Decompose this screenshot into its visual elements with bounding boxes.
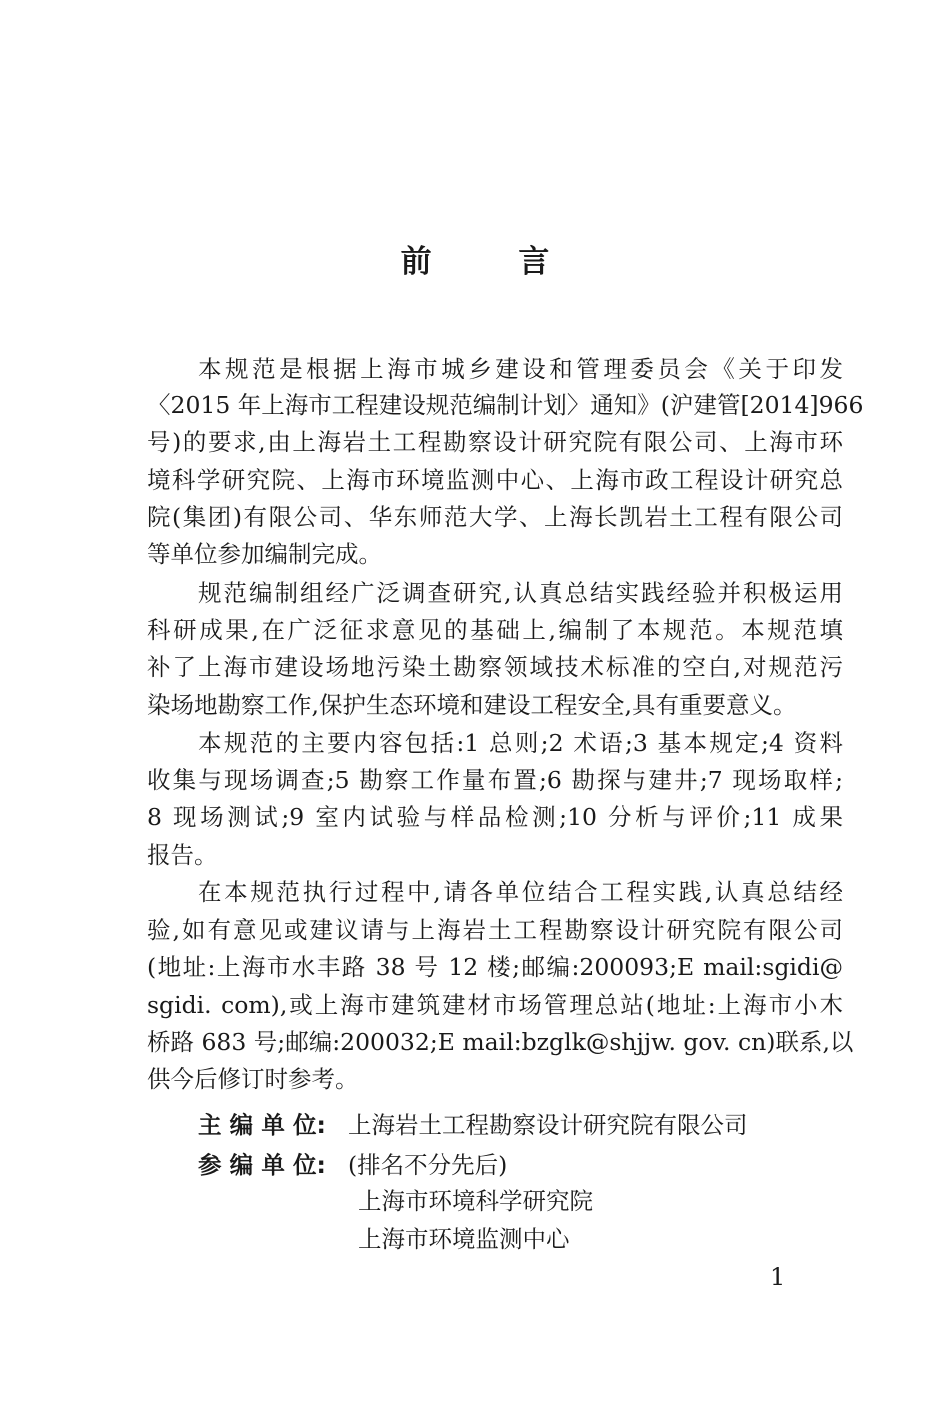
paragraph-4-line-5: 桥路 683 号;邮编:200032;E mail:bzglk@shjjw. gov. cn)联系,以 — [147, 1028, 854, 1056]
paragraph-2-line-3: 补了上海市建设场地污染土勘察领域技术标准的空白,对规范污 — [147, 653, 843, 681]
editor-unit-label: 主 编 单 位: — [198, 1111, 326, 1139]
paragraph-4-line-3: (地址:上海市水丰路 38 号 12 楼;邮编:200093;E mail:sgidi@ — [147, 953, 843, 981]
paragraph-4-line-2: 验,如有意见或建议请与上海岩土工程勘察设计研究院有限公司 — [147, 916, 843, 944]
page-title: 前 言 — [400, 244, 588, 280]
participant-unit: 上海市环境科学研究院 — [358, 1187, 593, 1215]
editor-unit-value: 上海岩土工程勘察设计研究院有限公司 — [348, 1111, 748, 1139]
page-number: 1 — [770, 1263, 786, 1291]
paragraph-1-line-1: 本规范是根据上海市城乡建设和管理委员会《关于印发 — [198, 355, 843, 383]
paragraph-1-line-6: 等单位参加编制完成。 — [147, 540, 382, 568]
paragraph-1-line-2: 〈2015 年上海市工程建设规范编制计划〉通知》(沪建管[2014]966 — [147, 391, 864, 419]
paragraph-2-line-1: 规范编制组经广泛调查研究,认真总结实践经验并积极运用 — [198, 579, 843, 607]
paragraph-4-line-1: 在本规范执行过程中,请各单位结合工程实践,认真总结经 — [198, 878, 843, 906]
paragraph-4-line-6: 供今后修订时参考。 — [147, 1065, 359, 1093]
paragraph-3-line-1: 本规范的主要内容包括:1 总则;2 术语;3 基本规定;4 资料 — [198, 729, 843, 757]
participant-unit: 上海市环境监测中心 — [358, 1225, 570, 1253]
paragraph-4-line-4: sgidi. com),或上海市建筑建材市场管理总站(地址:上海市小木 — [147, 991, 843, 1019]
participant-units-row — [198, 1147, 507, 1183]
paragraph-1-line-4: 境科学研究院、上海市环境监测中心、上海市政工程设计研究总 — [147, 466, 843, 494]
paragraph-3-line-3: 8 现场测试;9 室内试验与样品检测;10 分析与评价;11 成果 — [147, 803, 843, 831]
paragraph-3-line-4: 报告。 — [147, 841, 218, 869]
participant-units-label: 参 编 单 位: — [198, 1151, 326, 1179]
participant-units-note: (排名不分先后) — [348, 1151, 508, 1179]
paragraph-1-line-3: 号)的要求,由上海岩土工程勘察设计研究院有限公司、上海市环 — [147, 428, 843, 456]
paragraph-1-line-5: 院(集团)有限公司、华东师范大学、上海长凯岩土工程有限公司 — [147, 503, 843, 531]
paragraph-2-line-4: 染场地勘察工作,保护生态环境和建设工程安全,具有重要意义。 — [147, 691, 797, 719]
paragraph-3-line-2: 收集与现场调查;5 勘察工作量布置;6 勘探与建井;7 现场取样; — [147, 766, 843, 794]
editor-unit-row — [198, 1107, 748, 1143]
paragraph-2-line-2: 科研成果,在广泛征求意见的基础上,编制了本规范。本规范填 — [147, 616, 843, 644]
